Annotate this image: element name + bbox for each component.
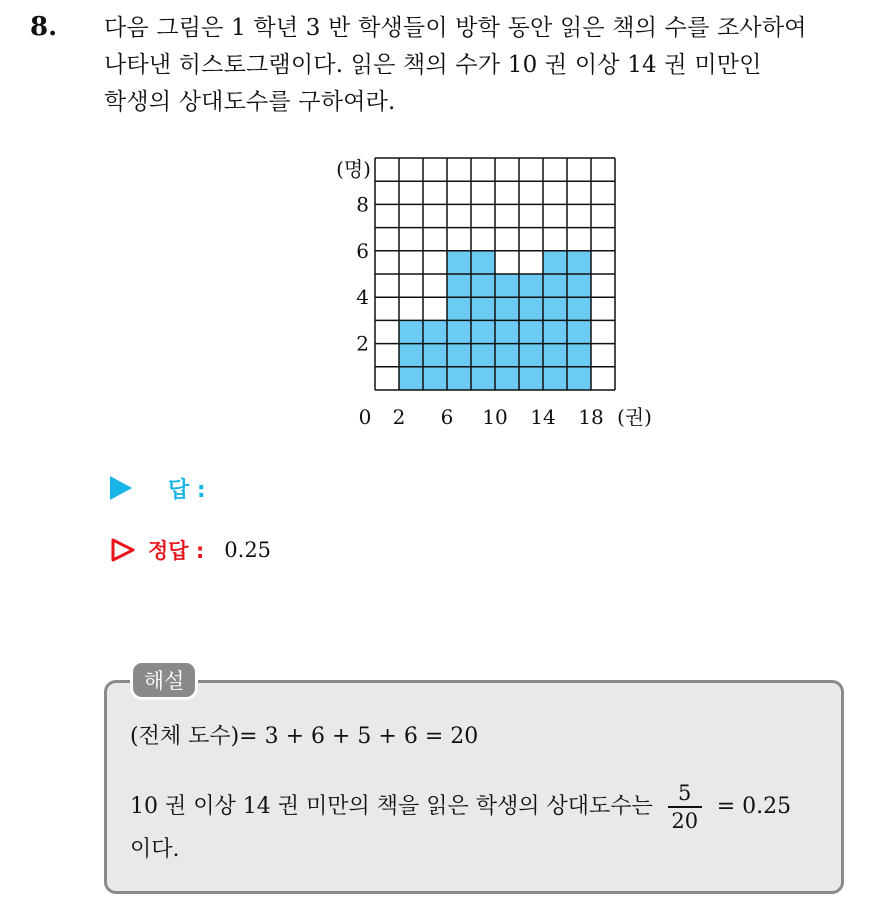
correct-answer-label: 정답 : bbox=[148, 539, 205, 563]
question-line: 나타낸 히스토그램이다. 읽은 책의 수가 10 권 이상 14 권 미만인 bbox=[104, 52, 762, 78]
correct-answer-value: 0.25 bbox=[224, 538, 272, 562]
y-axis-unit-label: (명) bbox=[336, 157, 371, 181]
x-axis-unit-label: (권) bbox=[617, 405, 652, 429]
explanation-sentence: 10 권 이상 14 권 미만의 책을 읽은 학생의 상대도수는 bbox=[130, 793, 653, 819]
fraction-denominator: 20 bbox=[671, 808, 699, 833]
explanation-tab: 해설 bbox=[130, 660, 198, 700]
y-tick-label: 8 bbox=[356, 192, 369, 217]
fraction-numerator: 5 bbox=[678, 781, 692, 805]
x-tick-label: 18 bbox=[578, 405, 604, 429]
histogram bbox=[320, 150, 652, 430]
answer-row bbox=[110, 470, 206, 506]
outline-triangle-icon bbox=[110, 537, 136, 563]
x-tick-label: 2 bbox=[392, 405, 406, 429]
question-text bbox=[104, 10, 874, 121]
correct-answer-row bbox=[110, 532, 271, 568]
y-tick-label: 6 bbox=[356, 238, 369, 263]
x-tick-label: 6 bbox=[440, 405, 454, 429]
answer-label: 답 : bbox=[168, 477, 206, 503]
question-line: 학생의 상대도수를 구하여라. bbox=[104, 89, 396, 115]
play-triangle-icon bbox=[110, 476, 132, 500]
explanation-result: = 0.25 bbox=[716, 793, 792, 819]
question-number: 8. bbox=[30, 12, 58, 42]
explanation-total: (전체 도수)= 3 + 6 + 5 + 6 = 20 bbox=[130, 724, 479, 749]
question-line: 다음 그림은 1 학년 3 반 학생들이 방학 동안 읽은 책의 수를 조사하여 bbox=[104, 15, 807, 41]
y-tick-label: 2 bbox=[356, 331, 369, 356]
x-tick-label: 14 bbox=[530, 405, 556, 429]
x-tick-label: 10 bbox=[482, 405, 508, 429]
explanation-relative-frequency bbox=[130, 780, 791, 834]
y-tick-label: 4 bbox=[356, 285, 369, 310]
x-tick-label: 0 bbox=[358, 405, 372, 429]
explanation-ending: 이다. bbox=[130, 837, 180, 862]
fraction bbox=[668, 780, 702, 834]
